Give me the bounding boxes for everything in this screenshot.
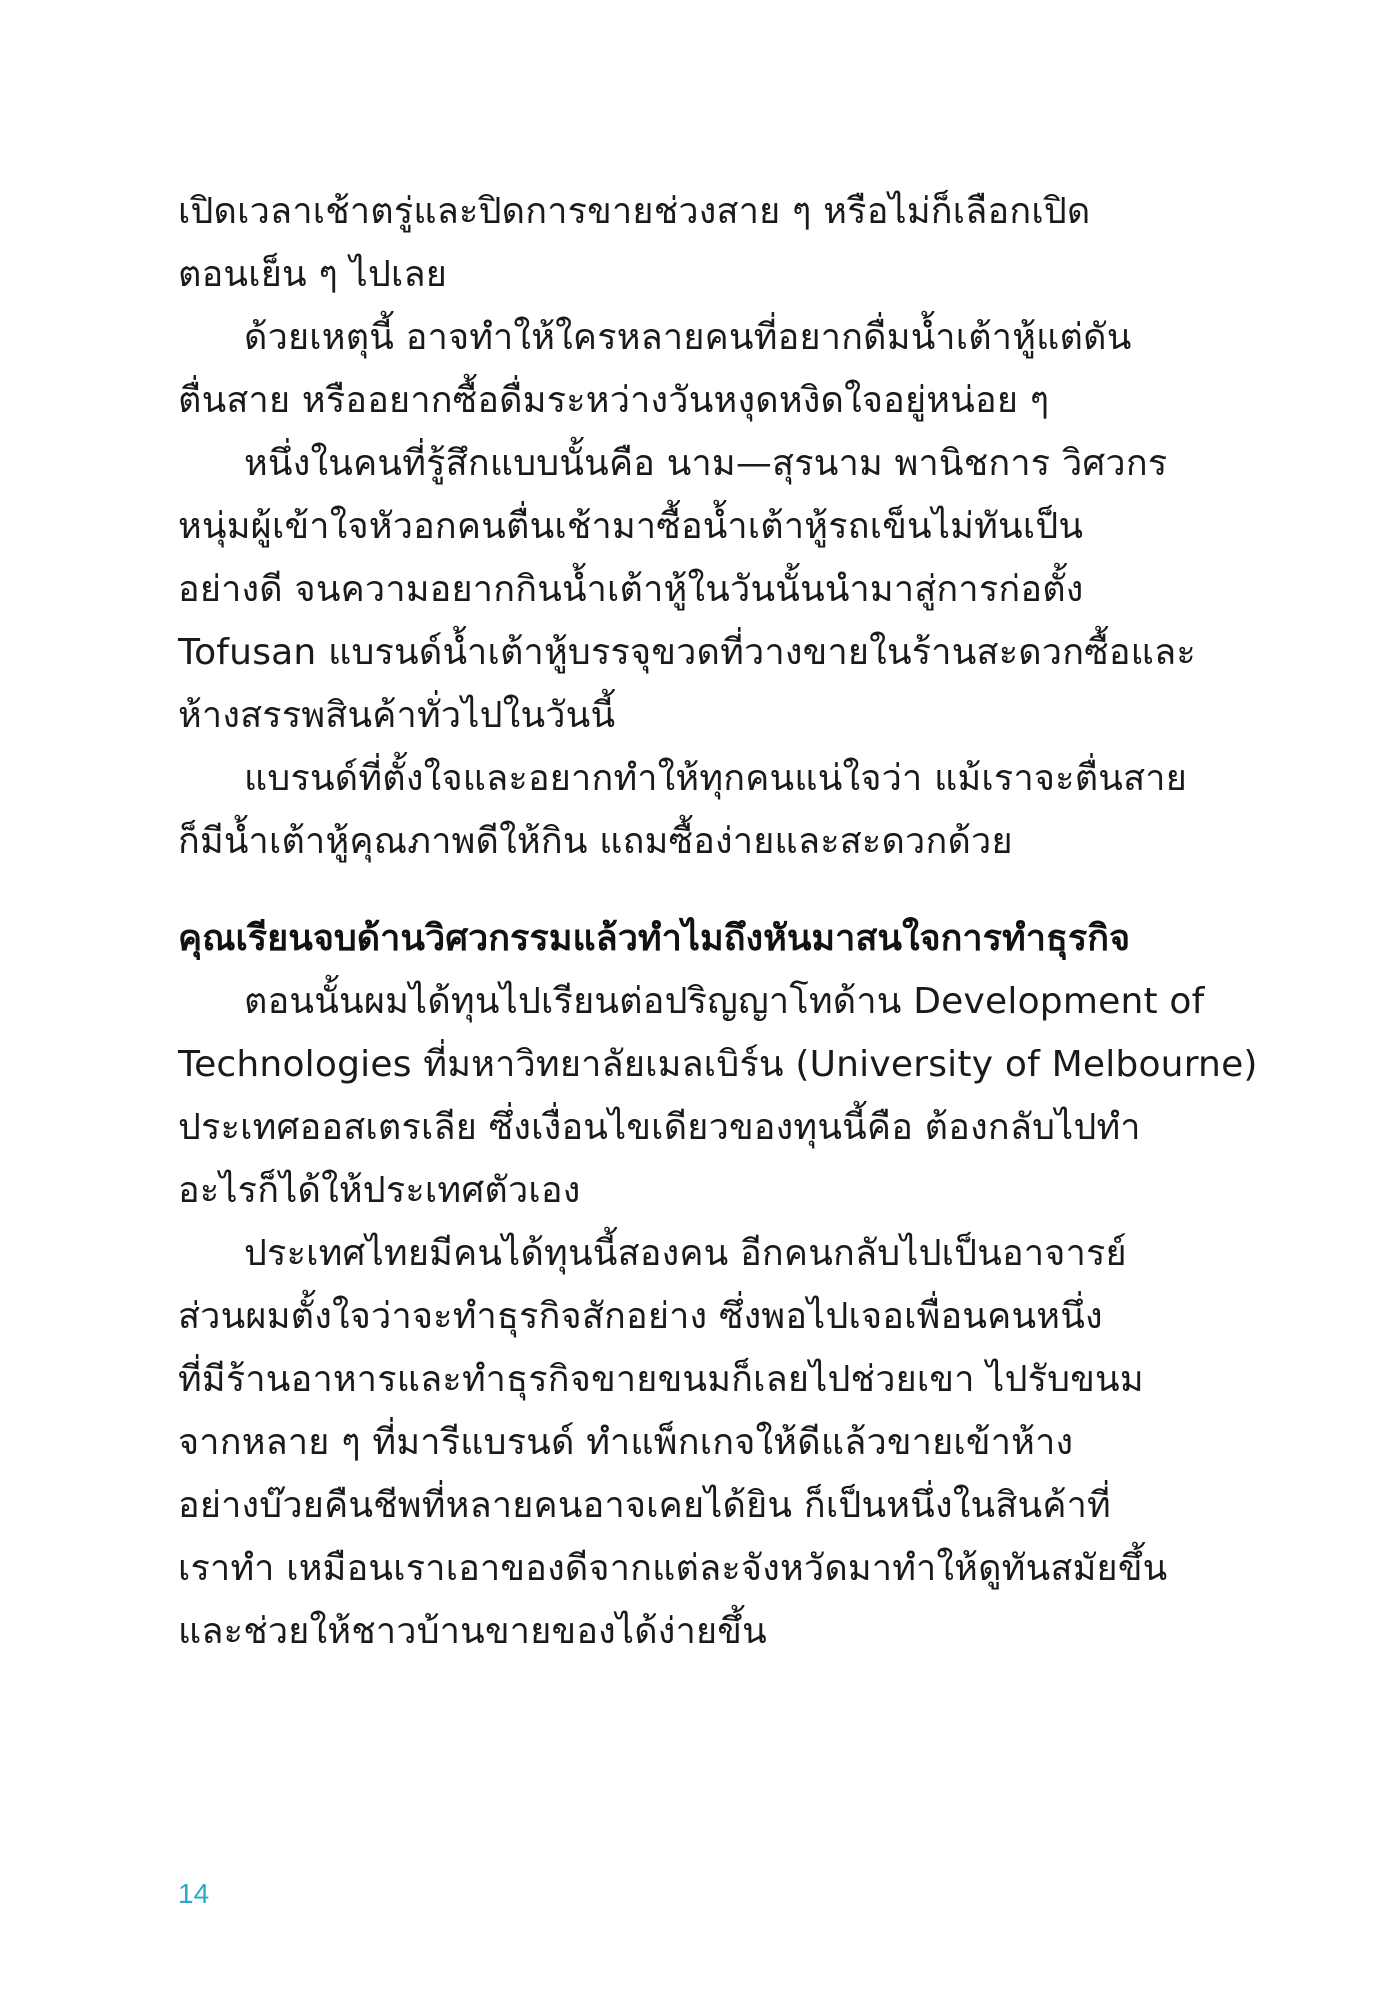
paragraph-line: แบรนด์ที่ตั้งใจและอยากทำให้ทุกคนแน่ใจว่า แม้เราจะตื่นสาย [244, 758, 1187, 799]
paragraph-line: ตอนนั้นผมได้ทุนไปเรียนต่อปริญญาโทด้าน Development of [244, 981, 1205, 1022]
section-intro [178, 180, 1196, 873]
paragraph-line: ก็มีน้ำเต้าหู้คุณภาพดีให้กิน แถมซื้อง่ายและสะดวกด้วย [178, 821, 1013, 862]
paragraph-line: ประเทศออสเตรเลีย ซึ่งเงื่อนไขเดียวของทุนนี้คือ ต้องกลับไปทำ [178, 1107, 1141, 1148]
paragraph-line: ตื่นสาย หรืออยากซื้อดื่มระหว่างวันหงุดหงิดใจอยู่หน่อย ๆ [178, 380, 1050, 421]
paragraph-line: Tofusan แบรนด์น้ำเต้าหู้บรรจุขวดที่วางขายในร้านสะดวกซื้อและ [178, 632, 1196, 673]
paragraph-line: หนึ่งในคนที่รู้สึกแบบนั้นคือ นาม—สุรนาม พานิชการ วิศวกร [244, 443, 1168, 484]
page-number: 14 [178, 1878, 210, 1909]
paragraph-line: Technologies ที่มหาวิทยาลัยเมลเบิร์น (University of Melbourne) [178, 1044, 1258, 1085]
paragraph-line: เปิดเวลาเช้าตรู่และปิดการขายช่วงสาย ๆ หรือไม่ก็เลือกเปิด [178, 191, 1091, 232]
paragraph-line: ด้วยเหตุนี้ อาจทำให้ใครหลายคนที่อยากดื่มน้ำเต้าหู้แต่ดัน [244, 317, 1132, 358]
paragraph-line: ส่วนผมตั้งใจว่าจะทำธุรกิจสักอย่าง ซึ่งพอไปเจอเพื่อนคนหนึ่ง [178, 1296, 1103, 1337]
paragraph-line: และช่วยให้ชาวบ้านขายของได้ง่ายขึ้น [178, 1611, 767, 1652]
paragraph-line: หนุ่มผู้เข้าใจหัวอกคนตื่นเช้ามาซื้อน้ำเต้าหู้รถเข็นไม่ทันเป็น [178, 506, 1084, 547]
paragraph-line: ตอนเย็น ๆ ไปเลย [178, 254, 448, 295]
paragraph-line: อย่างบ๊วยคืนชีพที่หลายคนอาจเคยได้ยิน ก็เป็นหนึ่งในสินค้าที่ [178, 1485, 1111, 1526]
paragraph-line: ห้างสรรพสินค้าทั่วไปในวันนี้ [178, 695, 616, 736]
paragraph-line: อย่างดี จนความอยากกินน้ำเต้าหู้ในวันนั้นนำมาสู่การก่อตั้ง [178, 569, 1084, 610]
section-heading: คุณเรียนจบด้านวิศวกรรมแล้วทำไมถึงหันมาสนใจการทำธุรกิจ [178, 918, 1131, 959]
paragraph-line: เราทำ เหมือนเราเอาของดีจากแต่ละจังหวัดมาทำให้ดูทันสมัยขึ้น [178, 1548, 1168, 1589]
paragraph-line: จากหลาย ๆ ที่มารีแบรนด์ ทำแพ็กเกจให้ดีแล้วขายเข้าห้าง [178, 1422, 1074, 1463]
paragraph-line: ประเทศไทยมีคนได้ทุนนี้สองคน อีกคนกลับไปเป็นอาจารย์ [244, 1233, 1127, 1274]
section-interview [178, 907, 1258, 1663]
paragraph-line: อะไรก็ได้ให้ประเทศตัวเอง [178, 1170, 581, 1211]
page-body [178, 180, 1258, 1663]
paragraph-line: ที่มีร้านอาหารและทำธุรกิจขายขนมก็เลยไปช่วยเขา ไปรับขนม [178, 1359, 1144, 1400]
